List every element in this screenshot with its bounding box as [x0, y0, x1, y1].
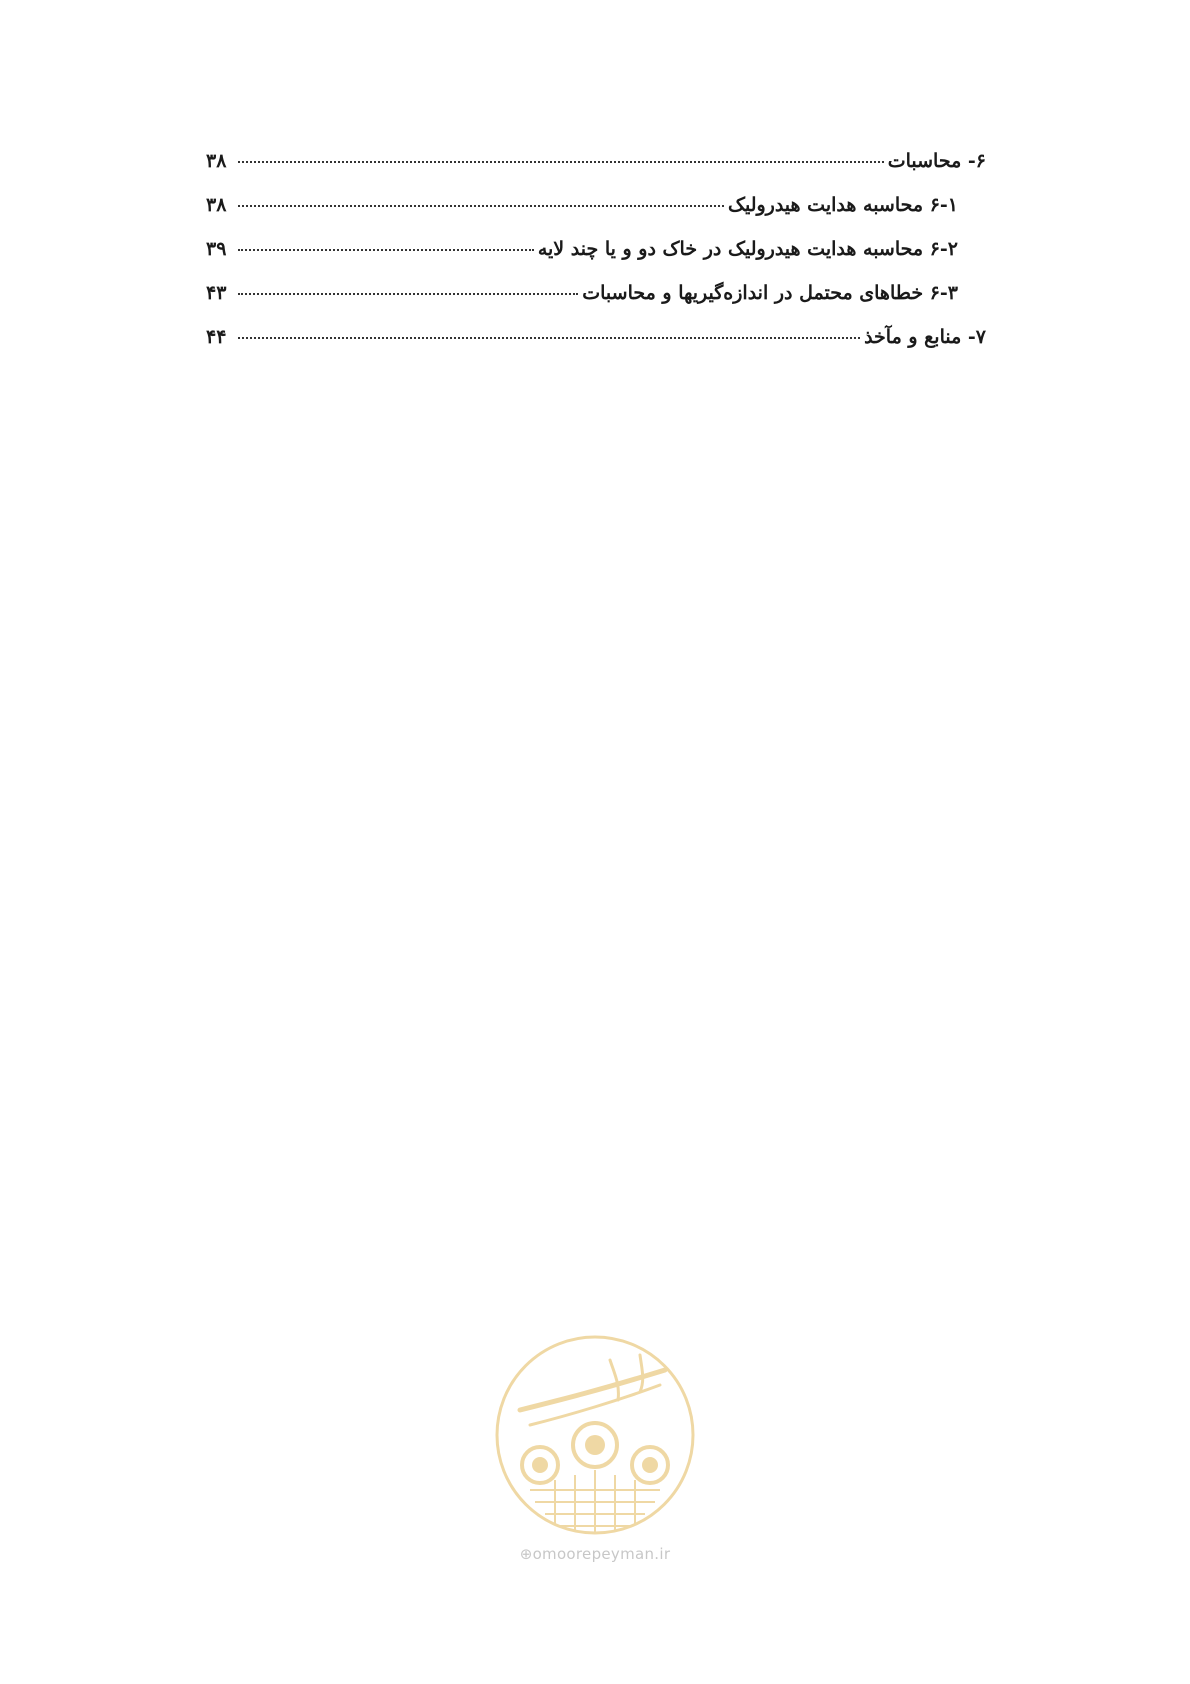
toc-dot-leader — [238, 205, 724, 207]
toc-entry[interactable] — [206, 194, 986, 238]
toc-entry-page: ۴۳ — [206, 282, 227, 304]
toc-entry[interactable] — [206, 282, 986, 326]
toc-entry[interactable] — [206, 238, 986, 282]
watermark-caption — [490, 1545, 700, 1563]
watermark-url: omoorepeyman.ir — [532, 1545, 671, 1563]
toc-entry-page: ۳۹ — [206, 238, 227, 260]
toc-entry-title: ۶-۱ محاسبه هدایت هیدرولیک — [727, 194, 958, 216]
table-of-contents — [206, 150, 986, 370]
watermark-logo-icon — [490, 1330, 700, 1540]
toc-dot-leader — [238, 293, 578, 295]
toc-entry-page: ۳۸ — [206, 194, 227, 216]
toc-entry-page: ۴۴ — [206, 326, 227, 348]
toc-dot-leader — [238, 161, 884, 163]
toc-entry-title: ۶- محاسبات — [887, 150, 986, 172]
toc-entry-title: ۷- منابع و مآخذ — [864, 326, 986, 348]
toc-entry[interactable] — [206, 150, 986, 194]
toc-entry-page: ۳۸ — [206, 150, 227, 172]
toc-dot-leader — [238, 337, 860, 339]
toc-entry-title: ۶-۳ خطاهای محتمل در اندازه‌گیریها و محاسبات — [582, 282, 958, 304]
toc-entry-title: ۶-۲ محاسبه هدایت هیدرولیک در خاک دو و یا چند لایه — [537, 238, 958, 260]
toc-dot-leader — [238, 249, 534, 251]
watermark — [490, 1330, 700, 1570]
globe-icon: ⊕ — [519, 1545, 533, 1563]
toc-entry[interactable] — [206, 326, 986, 370]
